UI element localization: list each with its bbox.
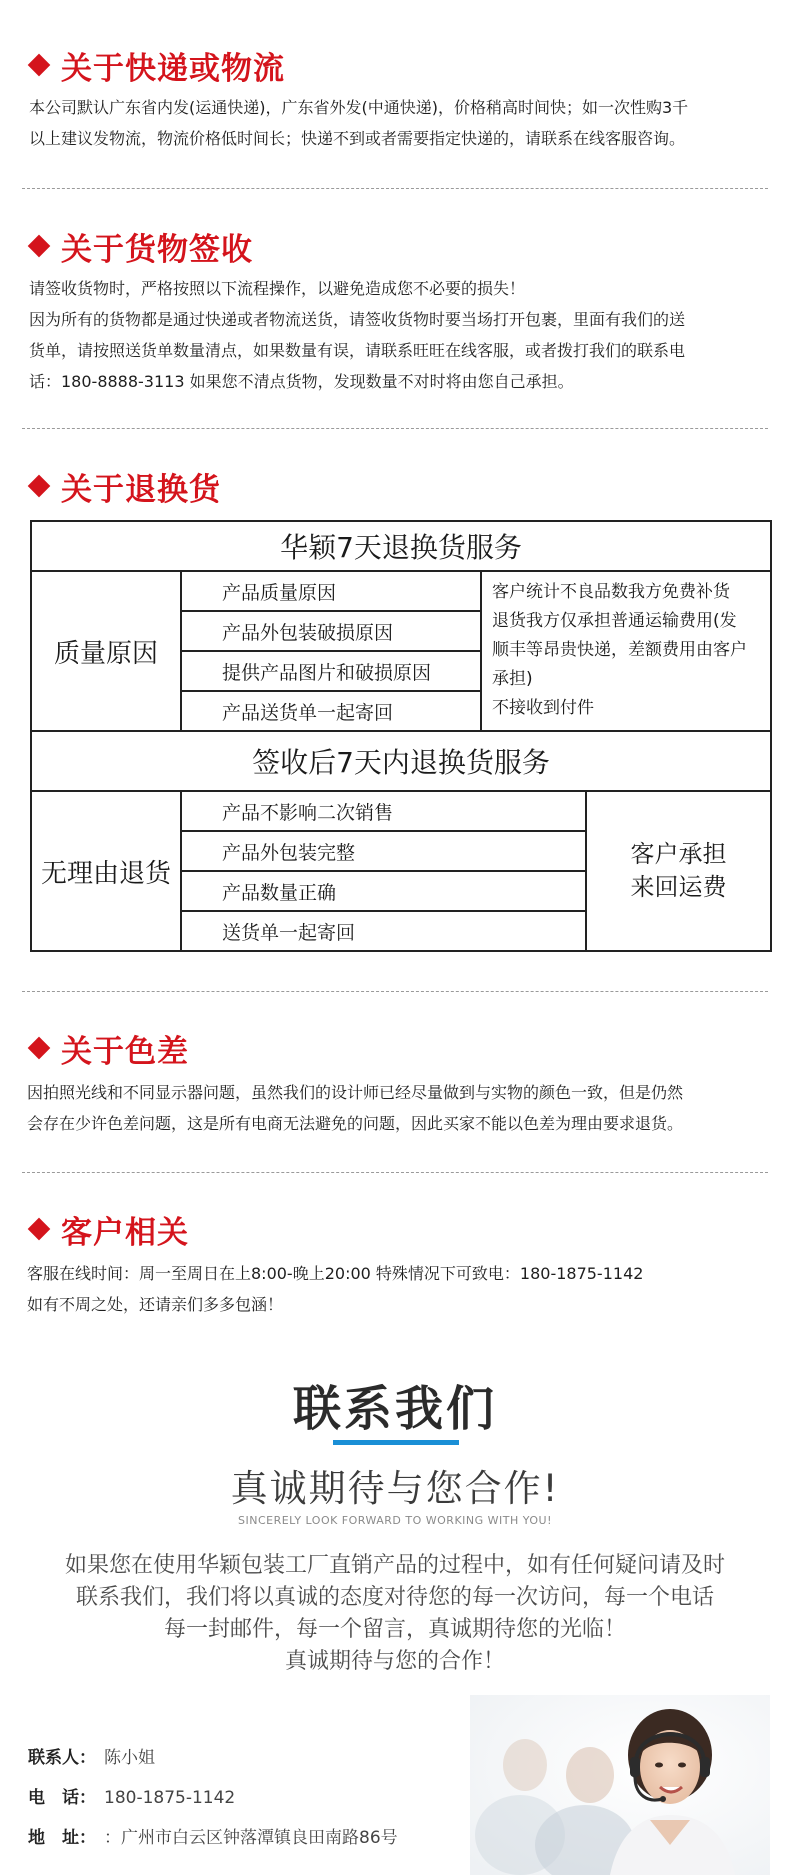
table-row: 产品数量正确 <box>181 871 586 911</box>
paragraph-line: 联系我们，我们将以真诚的态度对待您的每一次访问，每一个电话 <box>75 1585 714 1610</box>
table-row: 产品外包装破损原因 <box>181 611 481 651</box>
paragraph-line: 如有不周之处，还请亲们多多包涵！ <box>27 1295 284 1314</box>
note-line: 顺丰等昂贵快递，差额费用由客户 <box>492 640 747 660</box>
note-line: 承担) <box>492 669 533 689</box>
table-row: 提供产品图片和破损原因 <box>181 651 481 691</box>
customer-service-agent-photo <box>470 1695 770 1875</box>
contact-paragraph <box>40 1550 750 1678</box>
contact-person-label: 联系人： <box>28 1748 96 1768</box>
contact-address <box>28 1826 398 1850</box>
paragraph-line: 每一封邮件，每一个留言，真诚期待您的光临！ <box>163 1617 626 1642</box>
section-title-text: 关于色差 <box>61 1033 189 1070</box>
customer-paragraph <box>27 1258 767 1320</box>
paragraph-line: 本公司默认广东省内发(运通快递)，广东省外发(中通快递)，价格稍高时间快；如一次性购3千 <box>29 98 689 117</box>
paragraph-line: 话：180-8888-3113 如果您不清点货物，发现数量不对时将由您自己承担。 <box>29 372 574 391</box>
contact-title: 联系我们 <box>292 1381 497 1437</box>
contact-subtitle-english: SINCERELY LOOK FORWARD TO WORKING WITH YOU! <box>237 1514 553 1527</box>
section-title-color <box>28 1026 189 1070</box>
paragraph-line: 会存在少许色差问题，这是所有电商无法避免的问题，因此买家不能以色差为理由要求退货。 <box>27 1114 684 1133</box>
color-paragraph <box>27 1077 767 1139</box>
quality-reason-label: 质量原因 <box>31 571 181 731</box>
table-row: 产品质量原因 <box>181 571 481 611</box>
red-diamond-icon <box>28 235 51 258</box>
contact-address-value: ：广州市白云区钟落潭镇良田南路86号 <box>104 1828 398 1848</box>
contact-title-underline <box>333 1440 459 1445</box>
no-reason-return-label: 无理由退货 <box>31 791 181 951</box>
customer-pays-shipping <box>586 791 771 951</box>
red-diamond-icon <box>28 1218 51 1241</box>
paragraph-line: 货单，请按照送货单数量清点，如果数量有误，请联系旺旺在线客服，或者拨打我们的联系电 <box>29 341 686 360</box>
contact-address-label: 地 址： <box>28 1828 96 1848</box>
contact-subtitle: 真诚期待与您合作! <box>230 1467 560 1510</box>
section-title-returns <box>28 464 221 508</box>
section-title-text: 关于退换货 <box>61 471 221 508</box>
section-title-text: 客户相关 <box>61 1214 189 1251</box>
section-title-text: 关于货物签收 <box>61 231 253 268</box>
red-diamond-icon <box>28 475 51 498</box>
table-header-7day: 华颖7天退换货服务 <box>31 521 771 571</box>
paragraph-line: 以上建议发物流，物流价格低时间长；快递不到或者需要指定快递的，请联系在线客服咨询。 <box>29 129 686 148</box>
dashed-divider <box>22 991 768 992</box>
red-diamond-icon <box>28 54 51 77</box>
receipt-paragraph <box>29 273 769 397</box>
contact-phone <box>28 1786 235 1810</box>
paragraph-line: 客服在线时间：周一至周日在上8:00-晚上20:00 特殊情况下可致电：180-1875-1142 <box>27 1264 644 1283</box>
contact-phone-value: 180-1875-1142 <box>104 1788 236 1808</box>
note-line: 客户统计不良品数我方免费补货 <box>492 582 730 602</box>
paragraph-line: 因为所有的货物都是通过快递或者物流送货，请签收货物时要当场打开包裹，里面有我们的送 <box>29 310 686 329</box>
contact-person-value: 陈小姐 <box>104 1748 155 1768</box>
table-row: 产品不影响二次销售 <box>181 791 586 831</box>
paragraph-line: 请签收货物时，严格按照以下流程操作，以避免造成您不必要的损失！ <box>29 279 526 298</box>
paragraph-line: 如果您在使用华颖包装工厂直销产品的过程中，如有任何疑问请及时 <box>64 1553 725 1578</box>
dashed-divider <box>22 188 768 189</box>
note-line: 退货我方仅承担普通运输费用(发 <box>492 611 737 631</box>
table-row: 产品外包装完整 <box>181 831 586 871</box>
red-diamond-icon <box>28 1037 51 1060</box>
note-line: 客户承担 <box>630 840 727 868</box>
paragraph-line: 因拍照光线和不同显示器问题，虽然我们的设计师已经尽量做到与实物的颜色一致，但是仍然 <box>27 1083 684 1102</box>
contact-phone-label: 电 话： <box>28 1788 96 1808</box>
note-line: 不接收到付件 <box>492 698 594 718</box>
section-title-express <box>28 43 285 87</box>
note-line: 来回运费 <box>630 873 727 901</box>
section-title-customer <box>28 1207 189 1251</box>
section-title-text: 关于快递或物流 <box>61 50 285 87</box>
table-header-after-receipt: 签收后7天内退换货服务 <box>31 731 771 791</box>
express-paragraph <box>29 92 769 154</box>
paragraph-line: 真诚期待与您的合作！ <box>284 1649 505 1674</box>
table-row: 产品送货单一起寄回 <box>181 691 481 731</box>
table-row: 送货单一起寄回 <box>181 911 586 951</box>
section-title-receipt <box>28 224 253 268</box>
returns-table <box>30 520 772 952</box>
quality-note <box>481 571 771 731</box>
contact-person <box>28 1746 155 1770</box>
dashed-divider <box>22 428 768 429</box>
dashed-divider <box>22 1172 768 1173</box>
